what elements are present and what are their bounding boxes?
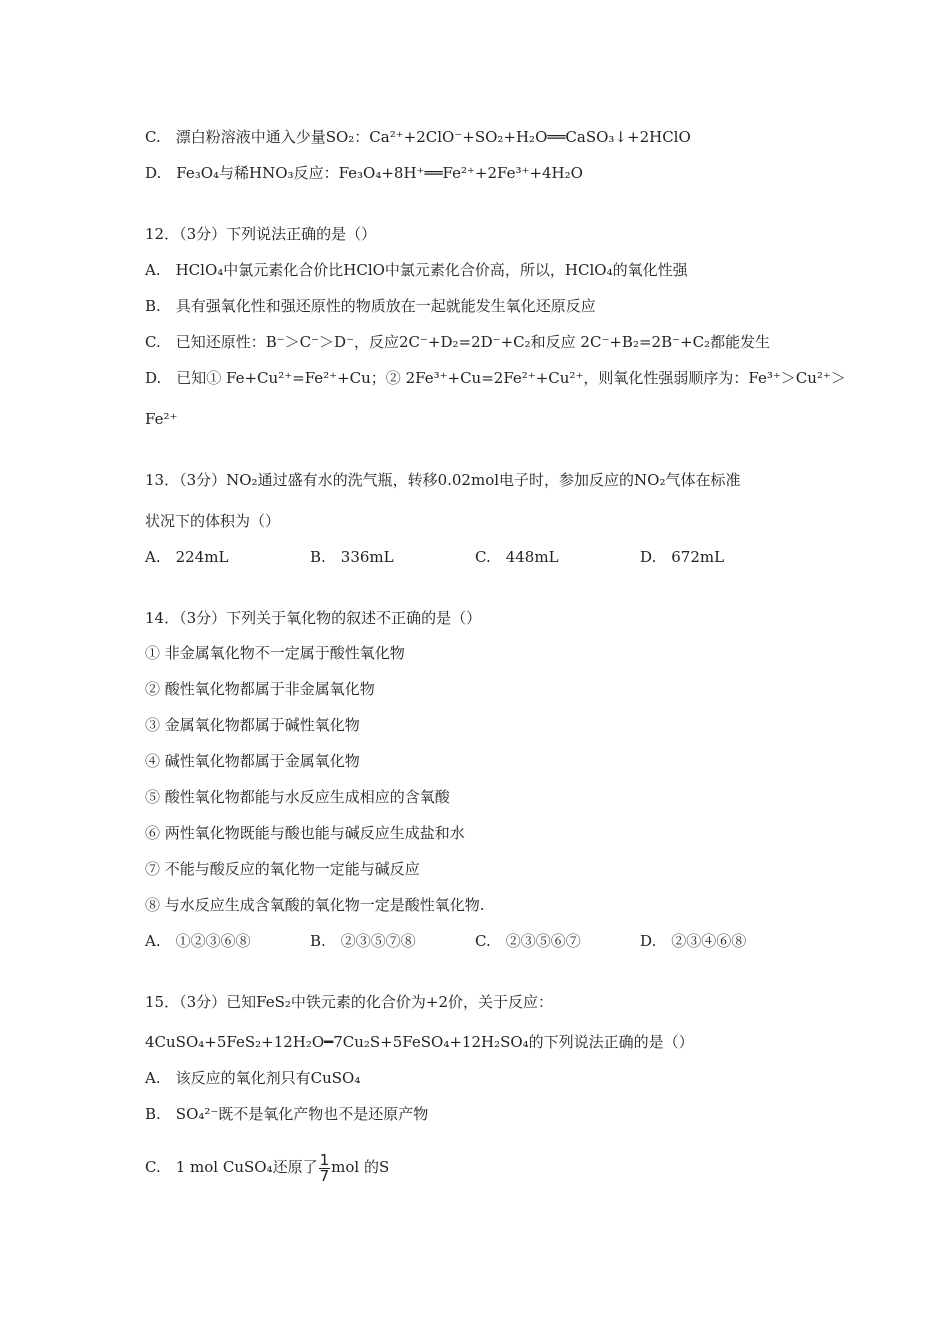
q14-statement-4: ④ 碱性氧化物都属于金属氧化物 <box>145 752 360 770</box>
q12-option-c: C. 已知还原性：B⁻＞C⁻＞D⁻，反应2C⁻+D₂=2D⁻+C₂和反应 2C⁻+B₂=2B⁻+C₂都能发生 <box>145 333 771 351</box>
q13-option-d: D. 672mL <box>640 548 725 566</box>
q12-option-d-continued: Fe²⁺ <box>145 410 178 428</box>
q12-option-b: B. 具有强氧化性和强还原性的物质放在一起就能发生氧化还原反应 <box>145 297 596 315</box>
q14-option-a: A. ①②③⑥⑧ <box>145 932 251 950</box>
q12-option-d: D. 已知① Fe+Cu²⁺=Fe²⁺+Cu；② 2Fe³⁺+Cu=2Fe²⁺+Cu²⁺，则氧化性强弱顺序为：Fe³⁺＞Cu²⁺＞ <box>145 369 846 387</box>
q11-option-c: C. 漂白粉溶液中通入少量SO₂：Ca²⁺+2ClO⁻+SO₂+H₂O══CaSO₃↓+2HClO <box>145 128 691 146</box>
q14-statement-1: ① 非金属氧化物不一定属于酸性氧化物 <box>145 644 405 662</box>
q14-statement-6: ⑥ 两性氧化物既能与酸也能与碱反应生成盐和水 <box>145 824 465 842</box>
q13-stem-line2: 状况下的体积为（） <box>145 512 281 530</box>
q14-option-b: B. ②③⑤⑦⑧ <box>310 932 416 950</box>
q13-option-a: A. 224mL <box>145 548 229 566</box>
q14-statement-7: ⑦ 不能与酸反应的氧化物一定能与碱反应 <box>145 860 420 878</box>
q14-option-c: C. ②③⑤⑥⑦ <box>475 932 581 950</box>
fraction-numerator: 1 <box>319 1150 330 1169</box>
q14-option-d: D. ②③④⑥⑧ <box>640 932 747 950</box>
q15-stem-line2: 4CuSO₄+5FeS₂+12H₂O━7Cu₂S+5FeSO₄+12H₂SO₄的下列说法正确的是（） <box>145 1033 694 1051</box>
q13-options <box>145 547 845 567</box>
fraction-denominator: 7 <box>319 1166 330 1185</box>
q12-stem: 12．（3分）下列说法正确的是（） <box>145 225 377 243</box>
q14-statement-2: ② 酸性氧化物都属于非金属氧化物 <box>145 680 375 698</box>
q14-stem: 14．（3分）下列关于氧化物的叙述不正确的是（） <box>145 609 482 627</box>
q15-option-c-tail: mol 的S <box>331 1158 390 1176</box>
q15-stem-line1: 15．（3分）已知FeS₂中铁元素的化合价为+2价，关于反应： <box>145 993 553 1011</box>
q15-option-c-text: C. 1 mol CuSO₄还原了 <box>145 1158 318 1176</box>
q13-option-b: B. 336mL <box>310 548 394 566</box>
q14-options <box>145 931 845 951</box>
q14-statement-5: ⑤ 酸性氧化物都能与水反应生成相应的含氧酸 <box>145 788 450 806</box>
q11-option-d: D. Fe₃O₄与稀HNO₃反应：Fe₃O₄+8H⁺══Fe²⁺+2Fe³⁺+4H₂O <box>145 164 583 182</box>
q15-option-a: A. 该反应的氧化剂只有CuSO₄ <box>145 1069 361 1087</box>
q12-option-a: A. HClO₄中氯元素化合价比HClO中氯元素化合价高，所以，HClO₄的氧化性强 <box>145 261 688 279</box>
q15-option-b: B. SO₄²⁻既不是氧化产物也不是还原产物 <box>145 1105 429 1123</box>
q13-stem-line1: 13．（3分）NO₂通过盛有水的洗气瓶，转移0.02mol电子时，参加反应的NO₂气体在标准 <box>145 471 741 489</box>
q15-option-c <box>145 1150 389 1184</box>
q14-statement-3: ③ 金属氧化物都属于碱性氧化物 <box>145 716 360 734</box>
q13-option-c: C. 448mL <box>475 548 559 566</box>
q14-statement-8: ⑧ 与水反应生成含氧酸的氧化物一定是酸性氧化物. <box>145 896 485 914</box>
fraction <box>319 1150 331 1185</box>
